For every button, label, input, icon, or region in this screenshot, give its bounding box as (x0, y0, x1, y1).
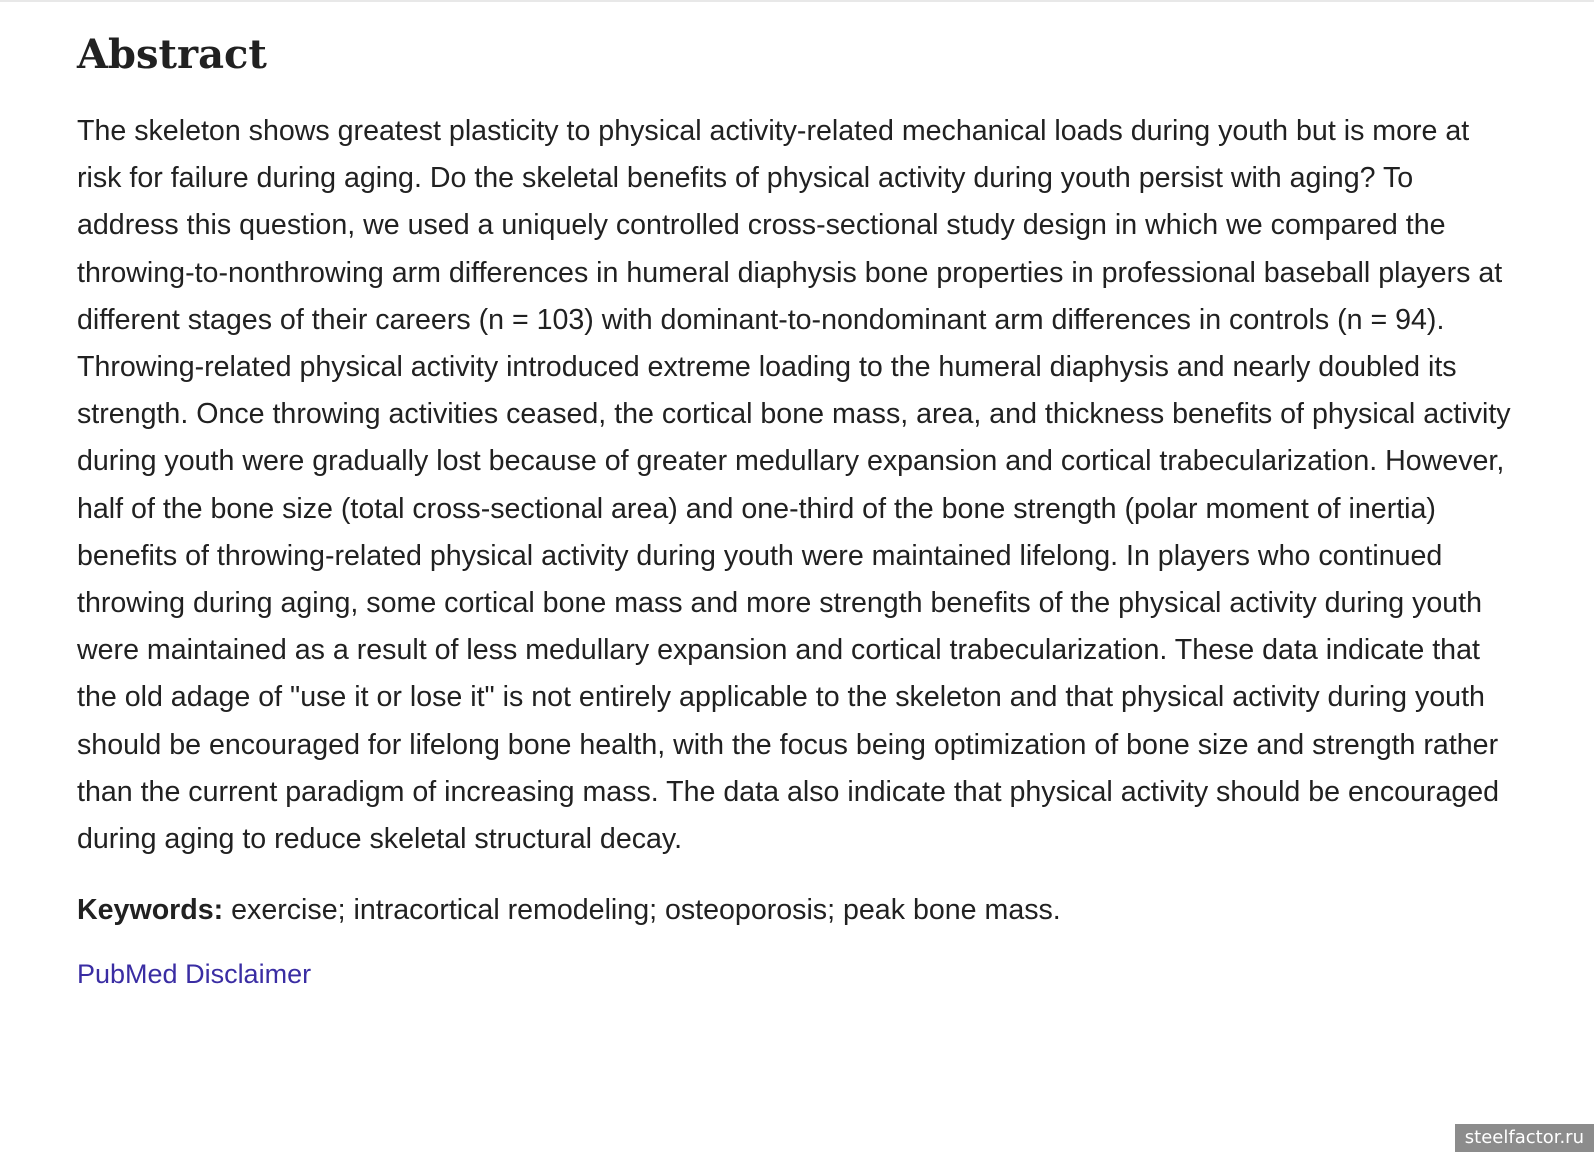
keywords-value: exercise; intracortical remodeling; osteoporosis; peak bone mass. (223, 894, 1061, 927)
abstract-heading: Abstract (77, 31, 267, 78)
keywords (77, 887, 1517, 934)
watermark: steelfactor.ru (1455, 1124, 1594, 1152)
top-divider (0, 0, 1594, 2)
abstract-text: The skeleton shows greatest plasticity to physical activity-related mechanical loads during youth but is more at risk for failure during aging. Do the skeletal benefits of physical activity during youth persist with aging? To address this question, we used a uniquely controlled cross-sectional study design in which we compared the throwing-to-nonthrowing arm differences in humeral diaphysis bone properties in professional baseball players at different stages of their careers (n = 103) with dominant-to-nondominant arm differences in controls (n = 94). Throwing-related physical activity introduced extreme loading to the humeral diaphysis and nearly doubled its strength. Once throwing activities ceased, the cortical bone mass, area, and thickness benefits of physical activity during youth were gradually lost because of greater medullary expansion and cortical trabecularization. However, half of the bone size (total cross-sectional area) and one-third of the bone strength (polar moment of inertia) benefits of throwing-related physical activity during youth were maintained lifelong. In players who continued throwing during aging, some cortical bone mass and more strength benefits of the physical activity during youth were maintained as a result of less medullary expansion and cortical trabecularization. These data indicate that the old adage of "use it or lose it" is not entirely applicable to the skeleton and that physical activity during youth should be encouraged for lifelong bone health, with the focus being optimization of bone size and strength rather than the current paradigm of increasing mass. The data also indicate that physical activity should be encouraged during aging to reduce skeletal structural decay. (77, 115, 1511, 856)
keywords-label: Keywords: (77, 894, 224, 927)
abstract-section (77, 28, 1517, 992)
pubmed-disclaimer-link[interactable]: PubMed Disclaimer (77, 959, 312, 990)
